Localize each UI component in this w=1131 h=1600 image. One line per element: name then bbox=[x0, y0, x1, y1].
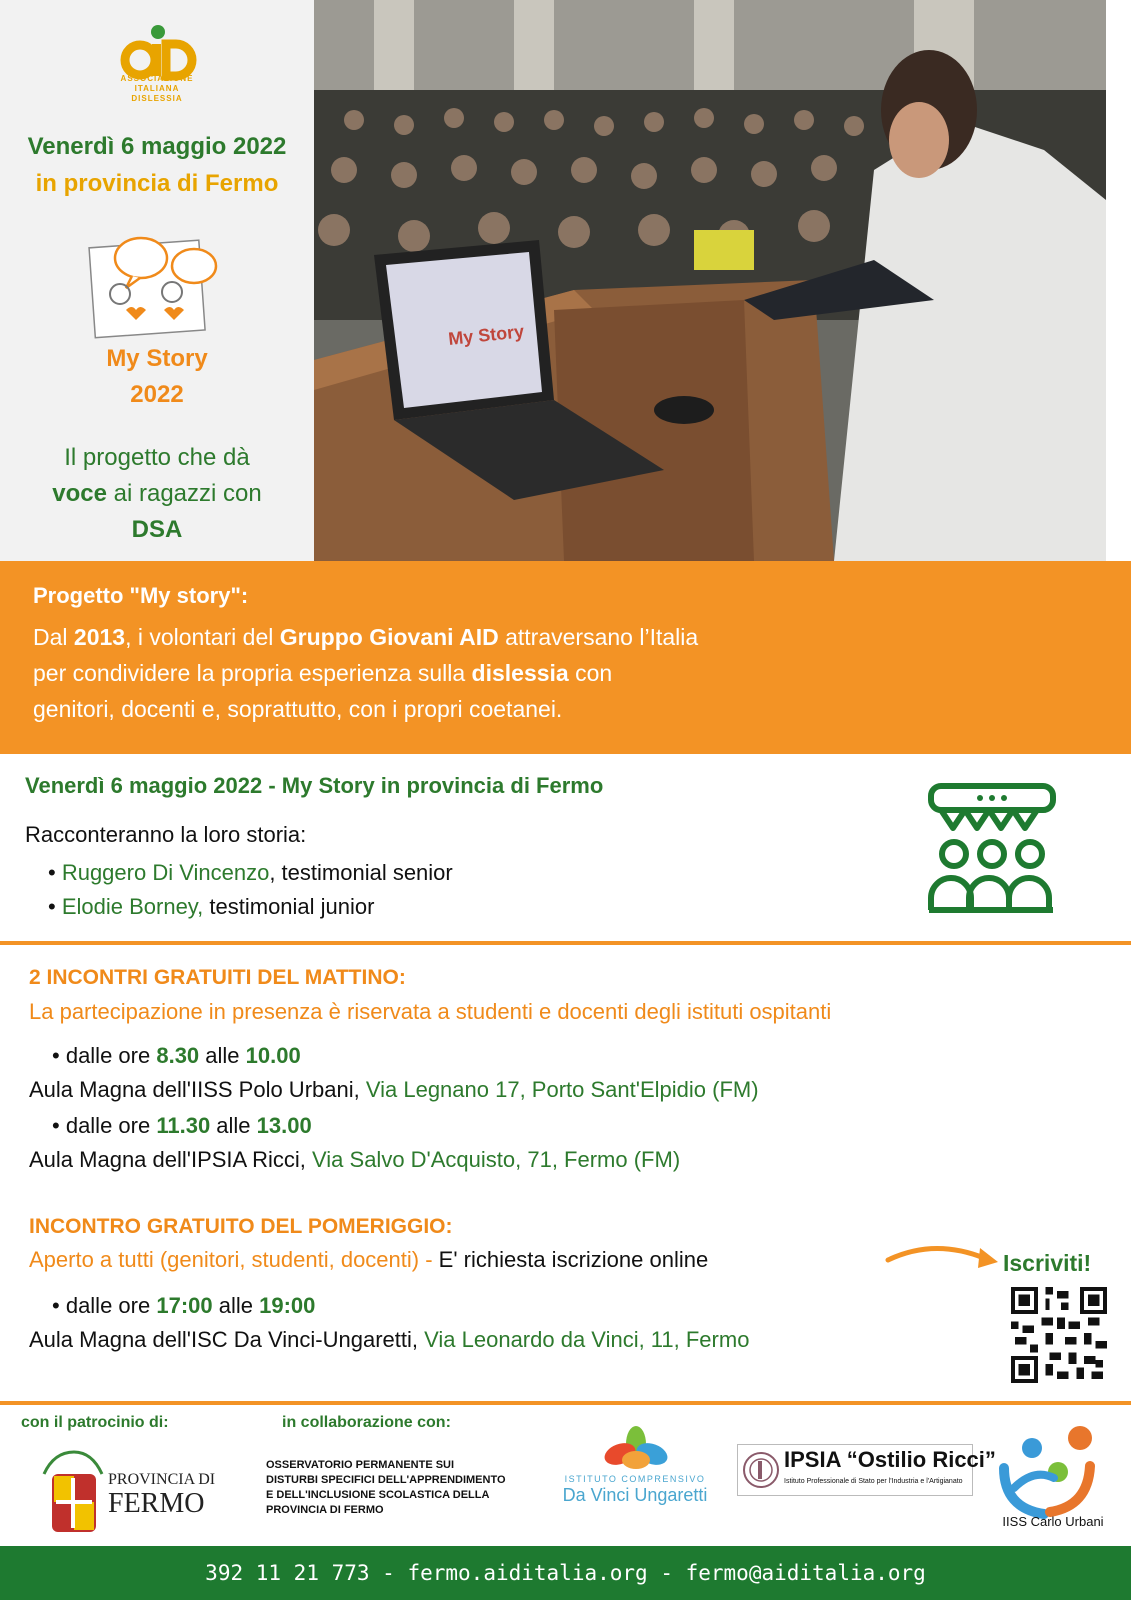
speaker-item: • Elodie Borney, testimonial junior bbox=[48, 894, 375, 919]
description-text: attraversano l’Italia bbox=[498, 624, 699, 650]
ipsia-emblem-icon bbox=[742, 1449, 780, 1491]
storytellers-intro: Racconteranno la loro storia: bbox=[25, 822, 307, 847]
project-heading: Progetto "My story": bbox=[33, 583, 249, 608]
session-time: • dalle ore 11.30 alle 13.00 bbox=[52, 1113, 312, 1138]
speaker-item: • Ruggero Di Vincenzo, testimonial senior bbox=[48, 860, 453, 885]
description-text: con bbox=[568, 660, 613, 686]
session-venue bbox=[29, 1077, 759, 1103]
venue-name: Aula Magna dell'IPSIA Ricci, bbox=[29, 1147, 313, 1172]
speaker-name: Ruggero Di Vincenzo bbox=[61, 860, 270, 885]
project-tagline bbox=[20, 440, 294, 548]
urbani-label: IISS Carlo Urbani bbox=[1002, 1514, 1104, 1529]
venue-address: Via Salvo D'Acquisto, 71, Fermo (FM) bbox=[312, 1147, 681, 1172]
provincia-line2: FERMO bbox=[108, 1488, 205, 1519]
time-label: dalle ore bbox=[65, 1043, 157, 1068]
org-name-line: DISLESSIA bbox=[131, 94, 183, 103]
divider bbox=[0, 1401, 1131, 1405]
osservatorio-line: OSSERVATORIO PERMANENTE SUI bbox=[266, 1459, 455, 1471]
speaker-name: Elodie Borney, bbox=[61, 894, 204, 919]
time-from: 8.30 bbox=[156, 1043, 200, 1068]
patronage-label: con il patrocinio di: bbox=[21, 1414, 169, 1431]
description-bold: Gruppo Giovani AID bbox=[279, 624, 499, 650]
ipsia-title: IPSIA “Ostilio Ricci” bbox=[784, 1447, 996, 1472]
session-venue bbox=[29, 1147, 680, 1173]
davinci-large-text: Da Vinci Ungaretti bbox=[562, 1485, 708, 1505]
davinci-small-text: ISTITUTO COMPRENSIVO bbox=[564, 1474, 706, 1484]
project-description bbox=[33, 619, 893, 727]
tagline-bold: voce bbox=[52, 480, 107, 507]
osservatorio-text bbox=[266, 1458, 546, 1518]
register-link[interactable]: Iscriviti! bbox=[1003, 1250, 1092, 1276]
top-section bbox=[0, 0, 1131, 561]
time-label: alle bbox=[210, 1113, 257, 1138]
tagline-text: ai ragazzi con bbox=[106, 480, 262, 507]
description-text: Dal bbox=[33, 624, 74, 650]
tagline-bold: DSA bbox=[131, 516, 183, 543]
provincia-line1: PROVINCIA DI bbox=[108, 1471, 215, 1488]
speech-bubbles-illustration-icon bbox=[86, 232, 222, 340]
description-text: genitori, docenti e, soprattutto, con i propri coetanei. bbox=[33, 696, 563, 722]
afternoon-heading: INCONTRO GRATUITO DEL POMERIGGIO: bbox=[29, 1215, 453, 1238]
description-bold: 2013 bbox=[73, 624, 126, 650]
venue-address: Via Legnano 17, Porto Sant'Elpidio (FM) bbox=[365, 1077, 759, 1102]
time-label: dalle ore bbox=[65, 1293, 157, 1318]
iiss-urbani-logo bbox=[994, 1418, 1114, 1528]
ipsia-ricci-logo bbox=[737, 1444, 996, 1496]
venue-address: Via Leonardo da Vinci, 11, Fermo bbox=[424, 1327, 750, 1352]
collaboration-label: in collaborazione con: bbox=[282, 1414, 451, 1431]
osservatorio-line: PROVINCIA DI FERMO bbox=[266, 1504, 384, 1516]
speaker-role: , testimonial senior bbox=[269, 860, 453, 885]
time-to: 10.00 bbox=[245, 1043, 301, 1068]
morning-subheading: La partecipazione in presenza è riservata a studenti e docenti degli istituti ospitanti bbox=[29, 999, 832, 1024]
time-from: 11.30 bbox=[156, 1113, 211, 1138]
project-year: 2022 bbox=[130, 381, 184, 408]
venue-name: Aula Magna dell'IISS Polo Urbani, bbox=[29, 1077, 366, 1102]
venue-name: Aula Magna dell'ISC Da Vinci-Ungaretti, bbox=[29, 1327, 425, 1352]
afternoon-open: Aperto a tutti (genitori, studenti, docenti) - bbox=[29, 1247, 439, 1272]
group-discussion-icon bbox=[925, 780, 1060, 918]
org-name-line: ASSOCIAZIONE bbox=[120, 74, 194, 83]
time-label: alle bbox=[199, 1043, 246, 1068]
afternoon-subheading bbox=[29, 1247, 708, 1273]
davinci-ungaretti-logo bbox=[560, 1424, 710, 1510]
osservatorio-line: E DELL'INCLUSIONE SCOLASTICA DELLA bbox=[266, 1489, 490, 1501]
session-venue bbox=[29, 1327, 749, 1353]
laptop-screen-text: My Story bbox=[447, 321, 526, 349]
arrow-right-icon bbox=[884, 1236, 1002, 1272]
time-to: 19:00 bbox=[259, 1293, 316, 1318]
provincia-fermo-logo bbox=[40, 1444, 215, 1536]
time-to: 13.00 bbox=[256, 1113, 312, 1138]
aid-org-name bbox=[100, 74, 214, 104]
session-time: • dalle ore 8.30 alle 10.00 bbox=[52, 1043, 301, 1068]
event-title: Venerdì 6 maggio 2022 - My Story in provincia di Fermo bbox=[25, 773, 604, 798]
afternoon-registration: E' richiesta iscrizione online bbox=[438, 1247, 709, 1272]
time-label: alle bbox=[212, 1293, 260, 1318]
lotus-icon bbox=[600, 1424, 672, 1472]
time-from: 17:00 bbox=[156, 1293, 213, 1318]
project-description-band bbox=[0, 561, 1131, 754]
event-location: in provincia di Fermo bbox=[35, 170, 279, 197]
speaker-list bbox=[48, 856, 453, 924]
org-name-line: ITALIANA bbox=[134, 84, 180, 93]
session-time: • dalle ore 17:00 alle 19:00 bbox=[52, 1293, 316, 1318]
photo-margin bbox=[1106, 0, 1131, 561]
speaker-role: testimonial junior bbox=[203, 894, 375, 919]
time-label: dalle ore bbox=[65, 1113, 157, 1138]
description-text: per condividere la propria esperienza sulla bbox=[33, 660, 472, 686]
description-bold: dislessia bbox=[471, 660, 569, 686]
description-text: , i volontari del bbox=[125, 624, 280, 650]
tagline-text: Il progetto che dà bbox=[64, 444, 250, 471]
ipsia-subtitle: Istituto Professionale di Stato per l'Industria e l'Artigianato bbox=[784, 1478, 963, 1485]
event-date: Venerdì 6 maggio 2022 bbox=[27, 133, 287, 160]
conference-photo bbox=[314, 0, 1106, 561]
qr-code-icon[interactable] bbox=[1011, 1287, 1107, 1383]
morning-heading: 2 INCONTRI GRATUITI DEL MATTINO: bbox=[29, 966, 406, 989]
divider bbox=[0, 941, 1131, 945]
osservatorio-line: DISTURBI SPECIFICI DELL'APPRENDIMENTO bbox=[266, 1474, 506, 1486]
intro-panel bbox=[0, 0, 314, 561]
contact-footer: 392 11 21 773 - fermo.aiditalia.org - fermo@aiditalia.org bbox=[0, 1546, 1131, 1600]
project-title: My Story bbox=[106, 345, 208, 372]
